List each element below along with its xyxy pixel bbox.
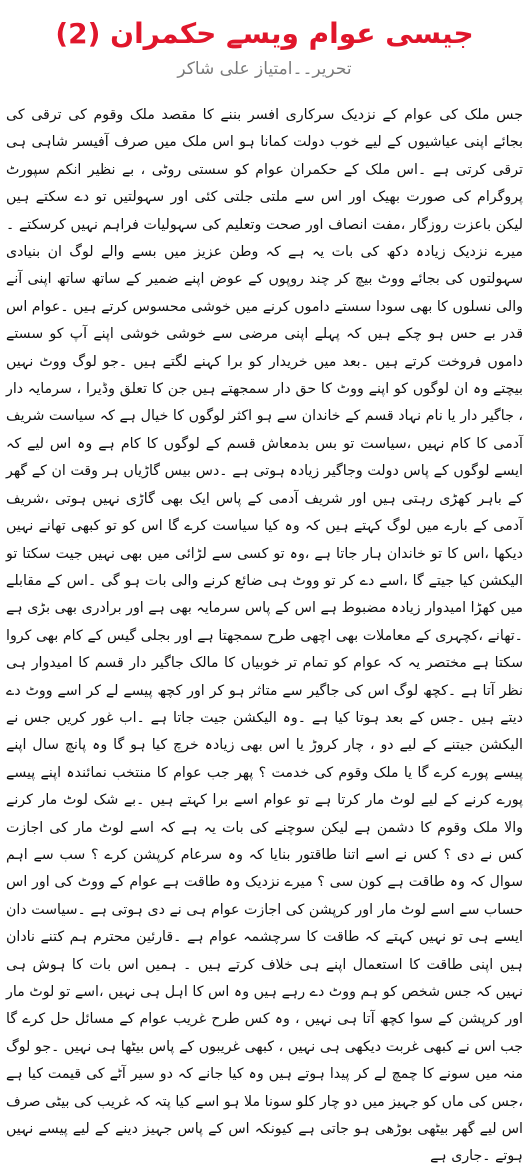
article-title: جیسی عوام ویسے حکمران (2) [55, 17, 474, 50]
article-byline: تحریر۔۔امتیاز علی شاکر [177, 59, 352, 79]
article-body: جس ملک کی عوام کے نزدیک سرکاری افسر بننے کا مقصد ملک وقوم کی ترقی کی بجائے اپنی عیاشیوں کے لیے خوب دولت کمانا ہو اس ملک میں صرف آفیسر شاہی ہی ترقی کرتی ہے ۔اس ملک کے حکمران عوام کو سستی روٹی ، بے نظیر انکم سپورٹ پروگرام کی صورت بھیک اور اس سے ملتی جلتی کئی اور سہولتیں تو دے سکتے ہیں لیکن باعزت روزگار ،مفت انصاف اور صحت وتعلیم کی سہولیات فراہم نہیں کرسکتے ۔میرے نزدیک زیادہ دکھ کی بات یہ ہے کہ وطن عزیز میں بسے والے لوگ ان بنیادی سہولتوں کی بجائے ووٹ بیچ کر چند روپوں کے عوض اپنے ضمیر کے ساتھ ساتھ اپنی آنے والی نسلوں کا بھی سودا سستے داموں کرنے میں خوشی محسوس کرتے ہیں ۔عوام اس قدر بے حس ہو چکے ہیں کہ پہلے اپنی مرضی سے خوشی خوشی اپنے آپ کو سستے داموں فروخت کرتے ہیں ۔بعد میں خریدار کو برا کہنے لگتے ہیں ۔جو لوگ ووٹ نہیں بیچتے وہ ان لوگوں کو اپنے ووٹ کا حق دار سمجھتے ہیں جن کا تعلق وڈیرا ، سرمایہ دار ، جاگیر دار یا نام نہاد قسم کے خاندان سے ہو اکثر لوگوں کا خیال ہے کہ سیاست شریف آدمی کا کام نہیں ،سیاست تو بس بدمعاش قسم کے لوگوں کا کام ہے وہ اس لیے کہ ایسے لوگوں کے پاس دولت وجاگیر زیادہ ہوتی ہے ۔دس بیس گاڑیاں ہر وقت ان کے گھر کے باہر کھڑی رہتی ہیں اور شریف آدمی کے پاس ایک بھی گاڑی نہیں ہوتی ،شریف آدمی کے بارے میں لوگ کہتے ہیں کہ وہ کیا سیاست کرے گا اس کو تو کبھی تھانے نہیں دیکھا ،اس کا تو خاندان ہار جاتا ہے ،وہ تو کسی سے لڑائی میں بھی نہیں جیت سکتا تو الیکشن کیا جیتے گا ،اسے دے کر تو ووٹ ہی ضائع کرنے والی بات ہو گی ۔اس کے مقابلے میں کھڑا امیدوار زیادہ مضبوط ہے اس کے پاس سرمایہ بھی ہے اور برادری بھی بڑی ہے ۔تھانے ،کچہری کے معاملات بھی اچھی طرح سمجھتا ہے اور بجلی گیس کے کام بھی کروا سکتا ہے مختصر یہ کہ عوام کو تمام تر خوبیاں کا مالک جاگیر دار قسم کا امیدوار ہی نظر آتا ہے ۔کچھ لوگ اس کی جاگیر سے متاثر ہو کر اور کچھ پیسے لے کر اسے ووٹ دے دیتے ہیں ۔جس کے بعد ہوتا کیا ہے ۔وہ الیکشن جیت جاتا ہے ۔اب غور کریں جس نے الیکشن جیتنے کے لیے دو ، چار کروڑ یا اس بھی زیادہ خرچ کیا ہو گا وہ پانچ سال اپنے پیسے پورے کرے گا یا ملک وقوم کی خدمت ؟ پھر جب عوام کا منتخب نمائندہ اپنے پیسے پورے کرنے کے لیے لوٹ مار کرتا ہے تو عوام اسے برا کہتے ہیں ۔بے شک لوٹ مار کرنے والا ملک وقوم کا دشمن ہے لیکن سوچنے کی بات یہ ہے کہ اسے لوٹ مار کی اجازت کس نے دی ؟ کس نے اسے اتنا طاقتور بنایا کہ وہ سرعام کرپشن کرے ؟ سب سے اہم سوال کہ وہ طاقت ہے کون سی ؟ میرے نزدیک وہ طاقت ہے عوام کے ووٹ کی اور اس حساب سے اسے لوٹ مار اور کرپشن کی اجازت عوام ہی نے دی ہوتی ہے ۔سیاست دان ایسے ہی تو نہیں کہتے کہ طاقت کا سرچشمہ عوام ہے ۔قارئین محترم ہم کتنے نادان ہیں اپنی طاقت کا استعمال اپنے ہی خلاف کرتے ہیں ۔ ہمیں اس بات کا ہوش ہی نہیں کہ جس شخص کو ہم ووٹ دے رہے ہیں وہ اس کا اہل ہی نہیں ،اسے تو لوٹ مار اور کرپشن کے سوا کچھ آتا ہی نہیں ، وہ کس طرح غریب عوام کے مسائل حل کرے گا جب اس نے کبھی غربت دیکھی ہی نہیں ، کبھی غریبوں کے پاس بیٹھا ہی نہیں ۔جو لوگ منہ میں سونے کا چمچ لے کر پیدا ہوتے ہیں وہ کیا جانے کہ دو سیر آٹے کی قیمت کیا ہے ،جس کی ماں کو جہیز میں دو چار کلو سونا ملا ہو اسے کیا پتہ کہ غریب کی بیٹی صرف اس لیے گھر بیٹھی بوڑھی ہو جاتی ہے کیونکہ اس کے پاس جہیز دینے کے لیے پیسے نہیں ہوتے ۔جاری ہے [6, 107, 523, 1165]
